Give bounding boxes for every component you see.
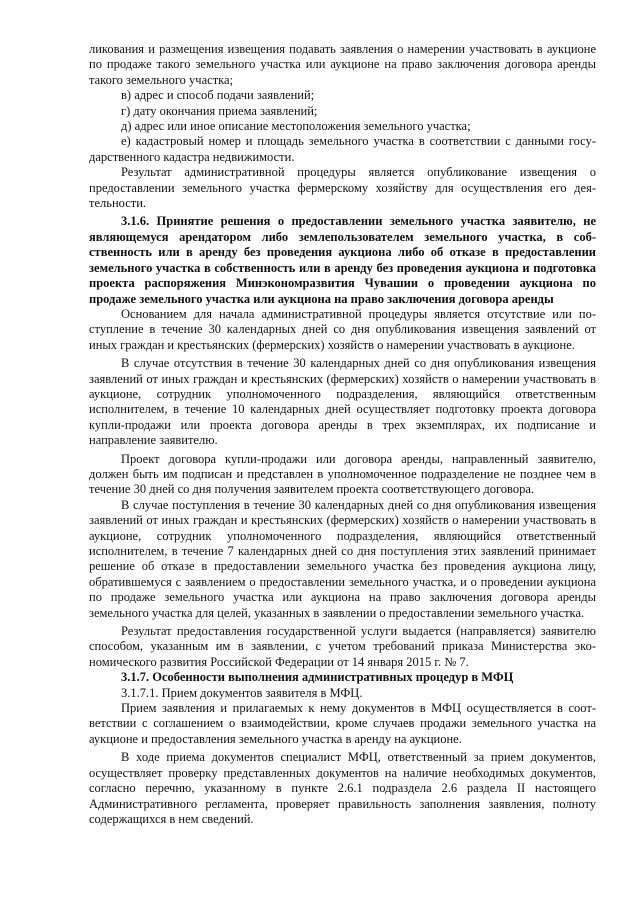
paragraph-draft-contract: Проект договора купли-продажи или договора аренды, направленный заявителю, должен быть им подписан и представлен в уполномоченное подразделение не позднее чем в течение 30 дней со дня получения заявителем проекта соответствующего договора. xyxy=(89,451,596,497)
paragraph-mfc-reception: Прием заявления и прилагаемых к нему документов в МФЦ осуществляется в соответствии с соглашением о взаимодействии, кроме случаев продажи земельного участка на аукционе и предоставления земельного участка в аренду на аукционе. xyxy=(89,701,596,746)
section-heading-3-1-7: 3.1.7. Особенности выполнения административных процедур в МФЦ xyxy=(121,670,514,685)
paragraph-continuation: ликования и размещения извещения подавать заявления о намерении участвовать в аукционе по продаже такого земельного участка или аукционе на право заключения договора аренды такого земельного участка; xyxy=(89,42,596,87)
document-page xyxy=(89,42,596,827)
paragraph-result: Результат административной процедуры является опубликование извещения о предоставлении земельного участка фермерскому хозяйству для осуществления его деятельности. xyxy=(89,165,596,211)
paragraph-receipt: В случае поступления в течение 30 календарных дней со дня опубликования извещения заявлений от иных граждан и крестьянских (фермерских) хозяйств о намерении участвовать в аукционе, сотрудник уполномоченного подразделения, являющийся ответственный исполнителем, в течение 7 календарных дней со дня поступления этих заявлений принимает решение об отказе в предоставлении земельного участка без проведения аукциона лицу, обратившемуся с заявлением о предоставлении земельного участка, и о проведении аукциона по продаже земельного участка или аукциона на право заключения договора аренды земельного участка для целей, указанных в заявлении о предоставлении земельного участка. xyxy=(89,497,596,620)
paragraph-absence: В случае отсутствия в течение 30 календарных дней со дня опубликования извещения заявлений от иных граждан и крестьянских (фермерских) хозяйств о намерении участвовать в аукционе, сотрудник уполномоченного подразделения, являющийся ответственным исполнителем, в течение 10 календарных дней осуществляет подготовку проекта договора купли-продажи или проекта договора аренды в трех экземплярах, их подписание и направление заявителю. xyxy=(89,356,596,448)
list-item-deadline: г) дату окончания приема заявлений; xyxy=(121,103,318,118)
section-heading-3-1-6: 3.1.6. Принятие решения о предоставлении земельного участка заявителю, не являющемуся арендатором либо землепользователем земельного участка, в собственность или в аренду без проведения аукциона либо об отказе в предоставлении земельного участка в собственность или в аренду без проведения аукциона и подготовка проекта распоряжения Минэкономразвития Чувашии о проведении аукциона по продаже земельного участка или аукциона на право заключения договора аренды xyxy=(89,214,596,306)
paragraph-mfc-check: В ходе приема документов специалист МФЦ, ответственный за прием документов, осуществляет проверку представленных документов на наличие необходимых документов, согласно перечню, указанному в пункте 2.6.1 подраздела 2.6 раздела II настоящего Административного регламента, проверяет правильность заполнения заявления, полноту содержащихся в нем сведений. xyxy=(89,750,596,826)
list-item-cadastral: е) кадастровый номер и площадь земельного участка в соответствии с данными государственного кадастра недвижимости. xyxy=(89,134,596,164)
paragraph-basis: Основанием для начала административной процедуры является отсутствие или поступление в течение 30 календарных дней со дня опубликования извещения заявлений от иных граждан и крестьянских (фермерских) хозяйств о намерении участвовать в аукционе. xyxy=(89,306,596,352)
subsection-3-1-7-1: 3.1.7.1. Прием документов заявителя в МФЦ. xyxy=(121,685,363,700)
paragraph-service-result: Результат предоставления государственной услуги выдается (направляется) заявителю способом, указанным им в заявлении, с учетом требований приказа Министерства экономического развития Российской Федерации от 14 января 2015 г. № 7. xyxy=(89,624,596,669)
list-item-location: д) адрес или иное описание местоположения земельного участка; xyxy=(121,119,471,134)
list-item-address: в) адрес и способ подачи заявлений; xyxy=(121,88,315,103)
